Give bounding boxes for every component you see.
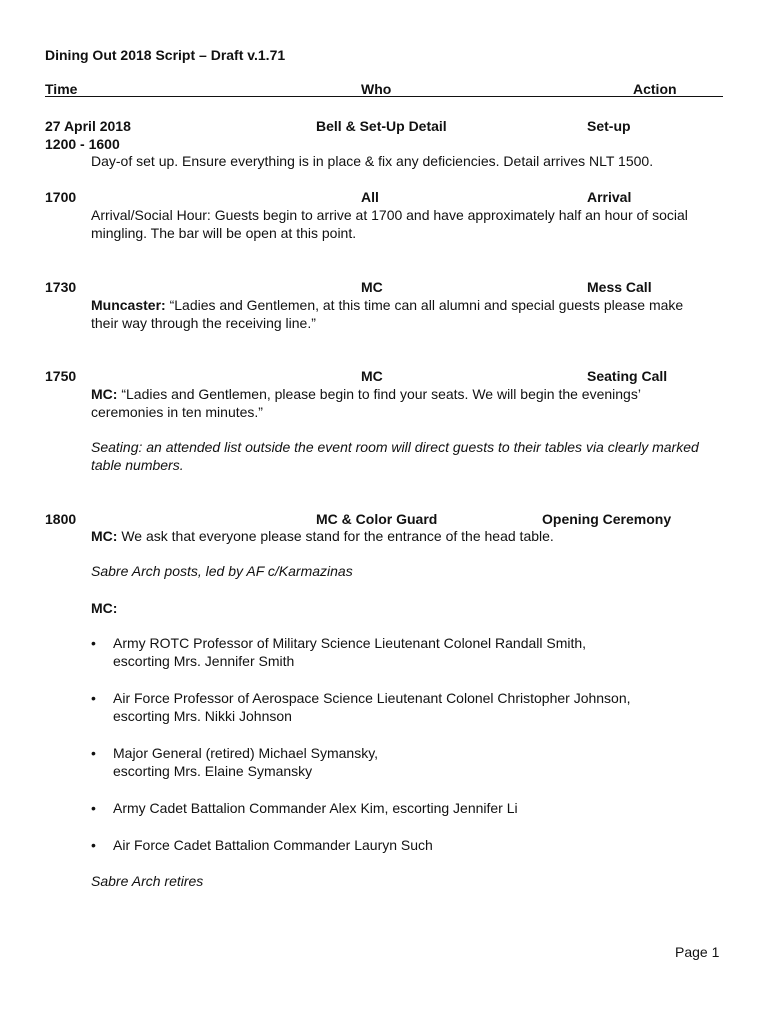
section-arrival-action: Arrival [587,189,632,205]
list-item-line: Army ROTC Professor of Military Science Lieutenant Colonel Randall Smith, [113,635,587,651]
mc-label: MC: [91,600,118,616]
section-arrival-text: Arrival/Social Hour: Guests begin to arrive at 1700 and have approximately half an hour of social mingling. The bar will be open at this point. [91,207,688,241]
list-item-text [113,689,713,725]
section-arrival-time: 1700 [45,189,77,205]
list-item-text [113,744,713,780]
section-setup-text: Day-of set up. Ensure everything is in place & fix any deficiencies. Detail arrives NLT 1500. [91,153,654,169]
header-divider [45,96,723,97]
section-seating-time: 1750 [45,368,77,384]
section-seating-script [91,385,711,421]
page-number: Page 1 [675,944,720,960]
sabre-arch-posts-note: Sabre Arch posts, led by AF c/Karmazinas [91,563,353,579]
section-messcall-action: Mess Call [587,279,652,295]
section-setup-time: 1200 - 1600 [45,136,120,152]
sabre-arch-retires-note: Sabre Arch retires [91,873,204,889]
speaker-label: MC: [91,386,118,402]
section-setup-who: Bell & Set-Up Detail [316,118,447,134]
document-title: Dining Out 2018 Script – Draft v.1.71 [45,47,286,63]
section-opening-time: 1800 [45,511,77,527]
bullet-icon: • [91,690,96,706]
list-item-text [113,799,713,817]
bullet-icon: • [91,745,96,761]
section-messcall-who: MC [361,279,383,295]
speaker-line: “Ladies and Gentlemen, at this time can all alumni and special guests please make their way through the receiving line.” [91,297,684,331]
list-item-line: Army Cadet Battalion Commander Alex Kim, escorting Jennifer Li [113,800,518,816]
speaker-label: Muncaster: [91,297,166,313]
section-opening-who: MC & Color Guard [316,511,438,527]
section-seating-note: Seating: an attended list outside the event room will direct guests to their tables via clearly marked table numbers. [91,439,699,473]
section-seating-who: MC [361,368,383,384]
section-arrival-who: All [361,189,379,205]
column-header-action: Action [633,81,677,97]
section-messcall-time: 1730 [45,279,77,295]
section-setup-action: Set-up [587,118,631,134]
section-messcall-script [91,296,711,332]
speaker-line: We ask that everyone please stand for the entrance of the head table. [121,528,554,544]
speaker-label: MC: [91,528,118,544]
list-item-line: escorting Mrs. Nikki Johnson [113,708,292,724]
column-header-who: Who [361,81,392,97]
list-item-text [113,836,713,854]
section-opening-script [91,527,711,545]
list-item-line: Air Force Cadet Battalion Commander Lauryn Such [113,837,433,853]
section-seating-action: Seating Call [587,368,668,384]
column-header-time: Time [45,81,78,97]
list-item-line: Air Force Professor of Aerospace Science Lieutenant Colonel Christopher Johnson, [113,690,631,706]
bullet-icon: • [91,800,96,816]
speaker-line: “Ladies and Gentlemen, please begin to find your seats. We will begin the evenings’ ceremonies in ten minutes.” [91,386,641,420]
section-setup-date: 27 April 2018 [45,118,131,134]
section-opening-action: Opening Ceremony [542,511,672,527]
bullet-icon: • [91,635,96,651]
list-item-line: escorting Mrs. Elaine Symansky [113,763,313,779]
bullet-icon: • [91,837,96,853]
list-item-line: escorting Mrs. Jennifer Smith [113,653,295,669]
list-item-text [113,634,713,670]
list-item-line: Major General (retired) Michael Symansky, [113,745,379,761]
